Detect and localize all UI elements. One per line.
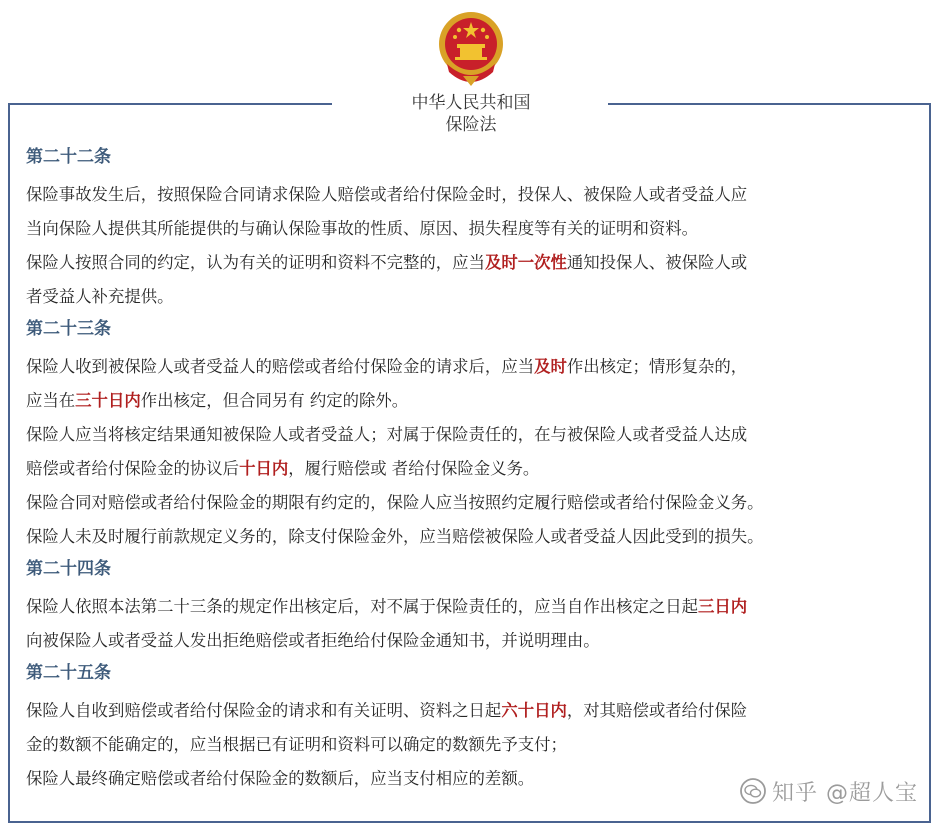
article-text-line — [26, 246, 922, 280]
text-segment: 应当在 — [26, 391, 76, 410]
text-segment: 保险人依照本法第二十三条的规定作出核定后，对不属于保险责任的，应当自作出核定之日起 — [26, 597, 699, 616]
text-segment: 赔偿或者给付保险金的协议后 — [26, 459, 240, 478]
text-segment: 保险合同对赔偿或者给付保险金的期限有约定的，保险人应当按照约定履行赔偿或者给付保险金义务。 — [26, 493, 764, 512]
text-segment: 保险人按照合同的约定，认为有关的证明和资料不完整的，应当 — [26, 253, 485, 272]
article-text-line — [26, 178, 922, 212]
text-segment: 当向保险人提供其所能提供的与确认保险事故的性质、原因、损失程度等有关的证明和资料。 — [26, 219, 699, 238]
text-segment: 保险人未及时履行前款规定义务的，除支付保险金外，应当赔偿被保险人或者受益人因此受到的损失。 — [26, 527, 764, 546]
article-heading: 第二十三条 — [26, 319, 111, 339]
highlighted-term: 及时一次性 — [484, 253, 567, 272]
article-text-line — [26, 624, 922, 658]
watermark-text: 知乎 @超人宝 — [772, 780, 918, 806]
article-heading: 第二十五条 — [26, 663, 111, 683]
national-emblem-icon — [437, 6, 505, 88]
text-segment: 金的数额不能确定的，应当根据已有证明和资料可以确定的数额先予支付； — [26, 735, 567, 754]
article-heading: 第二十二条 — [26, 147, 111, 167]
title-line-2: 保险法 — [445, 115, 497, 135]
highlighted-term: 六十日内 — [501, 701, 567, 720]
article-text-line — [26, 280, 922, 314]
text-segment: 作出核定，但合同另有 约定的除外。 — [140, 391, 409, 410]
article-text-line — [26, 590, 922, 624]
highlighted-term: 及时 — [534, 357, 567, 376]
wechat-icon — [740, 778, 766, 804]
article-text-line — [26, 728, 922, 762]
article-heading: 第二十四条 — [26, 559, 111, 579]
article-text-line — [26, 384, 922, 418]
law-articles — [26, 144, 922, 798]
text-segment: 保险人自收到赔偿或者给付保险金的请求和有关证明、资料之日起 — [26, 701, 502, 720]
text-segment: ，履行赔偿或 者给付保险金义务。 — [288, 459, 540, 478]
title-line-1: 中华人民共和国 — [411, 93, 531, 113]
article-text-line — [26, 694, 922, 728]
article-text-line — [26, 452, 922, 486]
watermark — [740, 775, 918, 807]
text-segment: 保险人收到被保险人或者受益人的赔偿或者给付保险金的请求后，应当 — [26, 357, 535, 376]
text-segment: 者受益人补充提供。 — [26, 287, 174, 306]
article-text-line — [26, 212, 922, 246]
text-segment: 保险人应当将核定结果通知被保险人或者受益人；对属于保险责任的，在与被保险人或者受益人达成 — [26, 425, 748, 444]
text-segment: ，对其赔偿或者给付保险 — [566, 701, 748, 720]
highlighted-term: 十日内 — [239, 459, 289, 478]
text-segment: 保险人最终确定赔偿或者给付保险金的数额后，应当支付相应的差额。 — [26, 769, 535, 788]
article-text-line — [26, 486, 922, 520]
article-text-line — [26, 520, 922, 554]
text-segment: 向被保险人或者受益人发出拒绝赔偿或者拒绝给付保险金通知书，并说明理由。 — [26, 631, 600, 650]
text-segment: 作出核定；情形复杂的， — [566, 357, 748, 376]
document-title — [340, 92, 602, 136]
highlighted-term: 三日内 — [698, 597, 748, 616]
text-segment: 保险事故发生后，按照保险合同请求保险人赔偿或者给付保险金时，投保人、被保险人或者受益人应 — [26, 185, 748, 204]
article-text-line — [26, 418, 922, 452]
text-segment: 通知投保人、被保险人或 — [566, 253, 748, 272]
highlighted-term: 三十日内 — [75, 391, 141, 410]
article-text-line — [26, 350, 922, 384]
